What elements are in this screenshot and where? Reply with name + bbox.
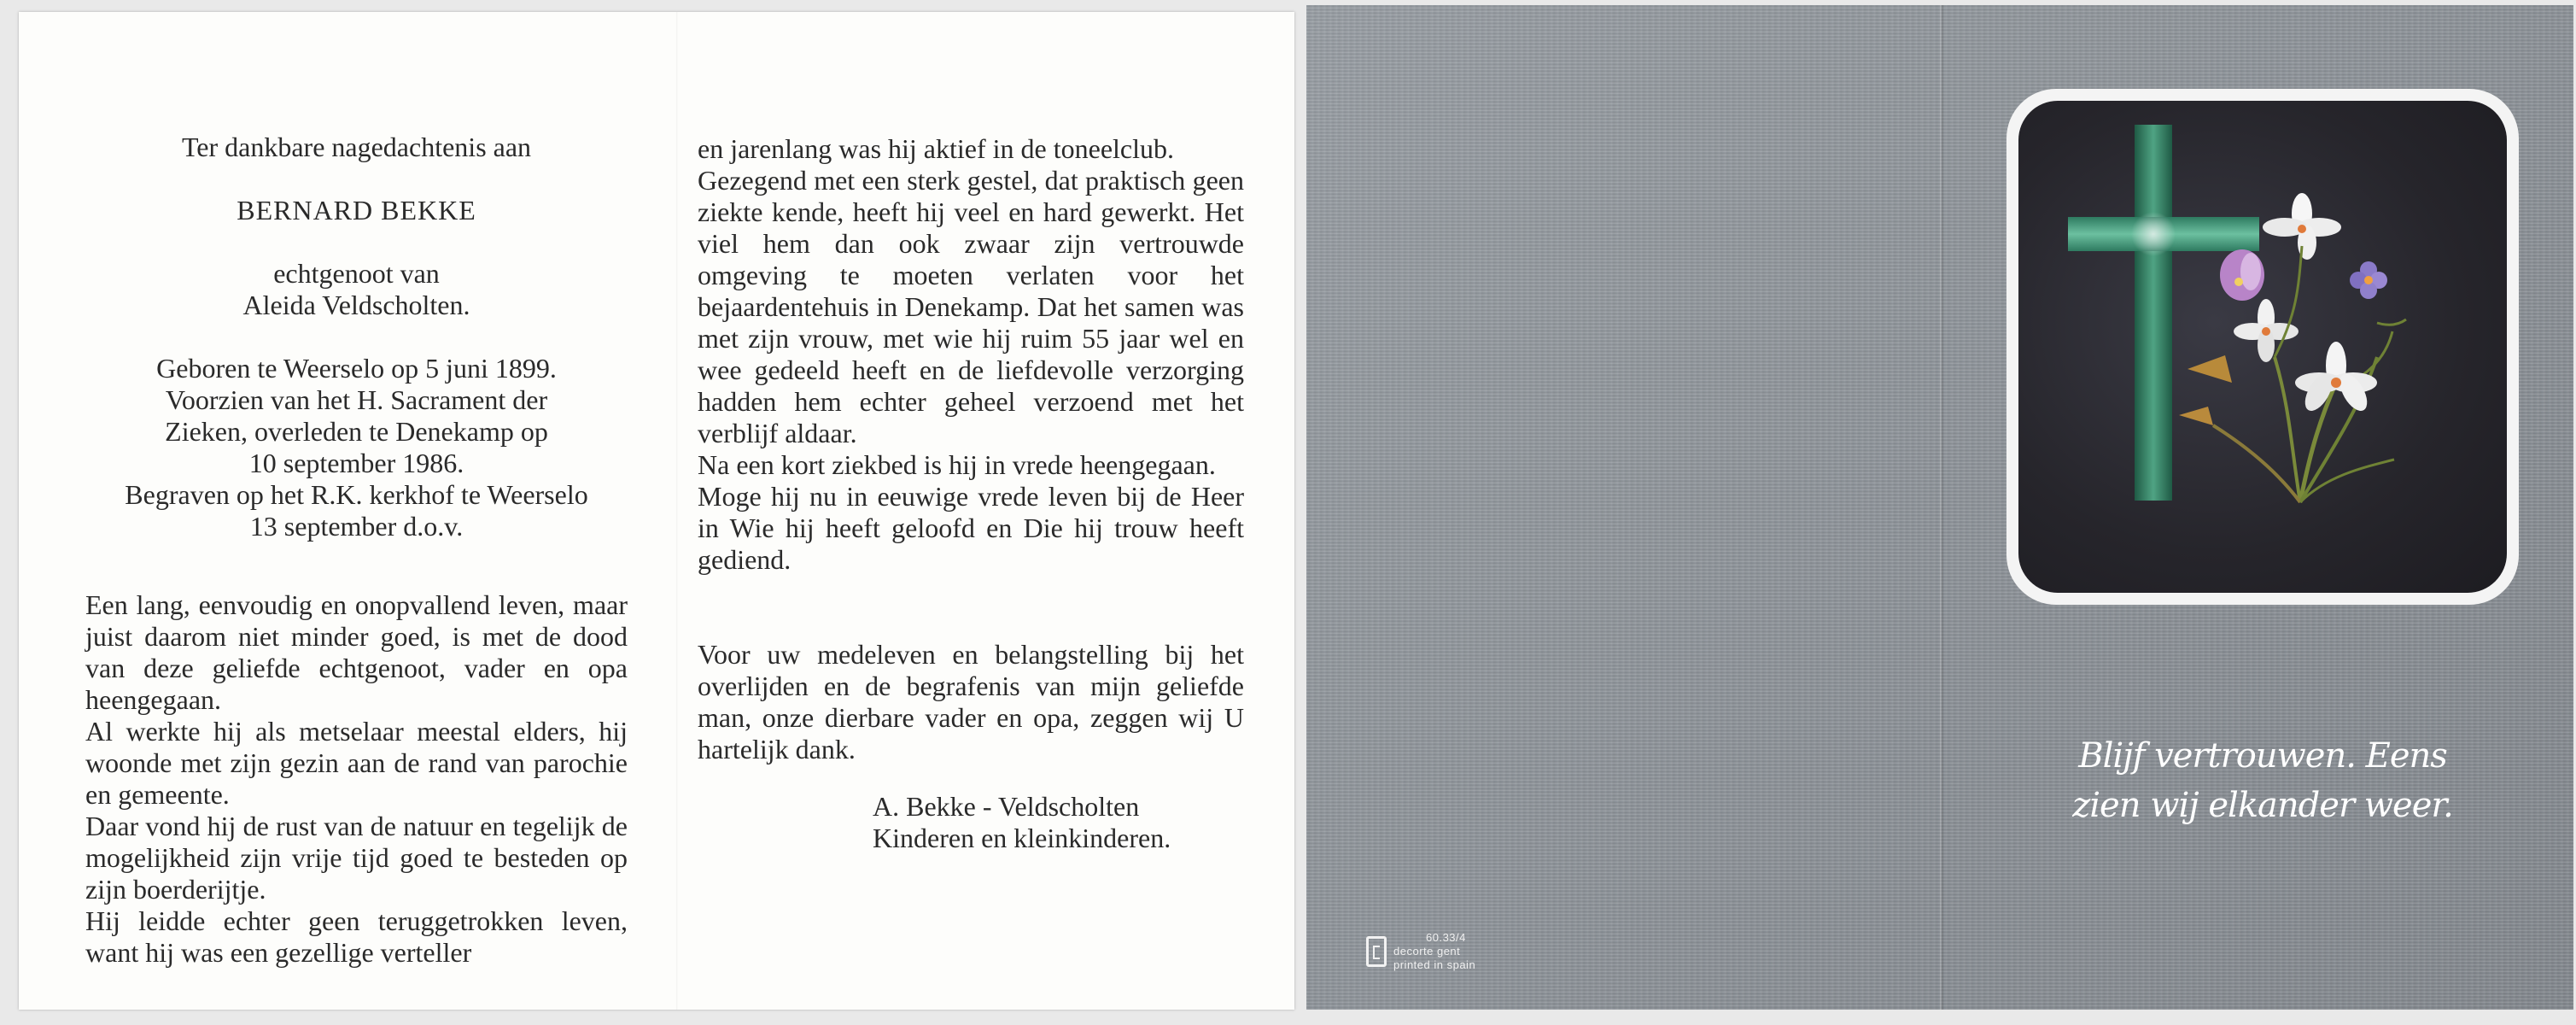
date-line: 10 september 1986. [248, 448, 464, 478]
bio-paragraph: Een lang, eenvoudig en onopvallend leven, maar juist daarom niet minder goed, is met de dood van deze geliefde echtgenoot, vader en opa heengegaan. [85, 589, 628, 715]
imprint-printed: printed in spain [1393, 958, 1476, 971]
signature-names: A. Bekke - Veldscholten [873, 791, 1140, 822]
picture-frame [2006, 89, 2519, 605]
bio-paragraph: Hij leidde echter geen teruggetrokken leven, want hij was een gezellige verteller [85, 905, 628, 968]
bio-paragraph: Gezegend met een sterk gestel, dat praktisch geen ziekte kende, heeft hij veel en hard gewerkt. Het viel hem dan ook zwaar zijn vertrouwde omgeving te moeten verlaten voor het bejaardentehuis in Denekamp. Dat het samen was met zijn vrouw, met wie hij ruim 55 jaar wel en wee gedeeld heeft en de liefdevolle verzorging hadden hem echter geheel verzoend met het verblijf aldaar. [698, 165, 1244, 448]
bio-paragraph: Moge hij nu in eeuwige vrede leven bij de Heer in Wie hij heeft geloofd en Die hij trouw heeft gediend. [698, 481, 1244, 575]
right-column [698, 12, 1244, 854]
bio-paragraph: Na een kort ziekbed is hij in vrede heengegaan. [698, 449, 1216, 480]
picture [2018, 101, 2507, 593]
date-line: Voorzien van het H. Sacrament der [165, 384, 548, 415]
biography-right [698, 133, 1244, 576]
imprint-code: 60.33/4 [1426, 931, 1466, 944]
cross-icon [2068, 125, 2259, 501]
spouse-name: Aleida Veldscholten. [242, 290, 470, 320]
motto [2006, 731, 2519, 830]
printer-imprint [1366, 931, 1475, 972]
imprint-publisher: decorte gent [1393, 945, 1461, 958]
deceased-name: BERNARD BEKKE [237, 195, 476, 226]
signature-family: Kinderen en kleinkinderen. [873, 823, 1171, 853]
thanks-text: Voor uw medeleven en belangstelling bij het overlijden en de begrafenis van mijn geliefde man, onze dierbare vader en opa, zeggen wij U hartelijk dank. [698, 639, 1244, 764]
date-line: Zieken, overleden te Denekamp op [165, 416, 548, 447]
bio-paragraph: en jarenlang was hij aktief in de toneelclub. [698, 133, 1175, 164]
signature-block [698, 791, 1244, 854]
bio-paragraph: Al werkte hij als metselaar meestal elders, hij woonde met zijn gezin aan de rand van parochie en gemeente. [85, 716, 628, 810]
spouse-block [85, 258, 628, 321]
fold-line [676, 12, 678, 1010]
memorial-header [85, 132, 628, 542]
bio-paragraph: Daar vond hij de rust van de natuur en tegelijk de mogelijkheid zijn vrije tijd goed te besteden op zijn boerderijtje. [85, 811, 628, 905]
date-line: Begraven op het R.K. kerkhof te Weerselo [125, 479, 588, 510]
motto-line: Blijf vertrouwen. Eens [2078, 736, 2447, 776]
date-line: Geboren te Weerselo op 5 juni 1899. [156, 353, 557, 384]
printer-logo-icon [1366, 936, 1387, 967]
date-line: 13 september d.o.v. [249, 511, 464, 542]
imprint-text [1393, 931, 1475, 972]
cover-card [1306, 5, 2573, 1010]
motto-line: zien wij elkander weer. [2072, 786, 2453, 825]
fold-line [1940, 5, 1943, 1010]
biography-left [85, 589, 628, 969]
spouse-line: echtgenoot van [273, 258, 440, 289]
intro-text: Ter dankbare nagedachtenis aan [181, 132, 532, 162]
left-column [85, 12, 628, 969]
cross-and-lilies-image [2018, 101, 2507, 593]
dates-block [85, 353, 628, 542]
inside-card [19, 12, 1294, 1010]
